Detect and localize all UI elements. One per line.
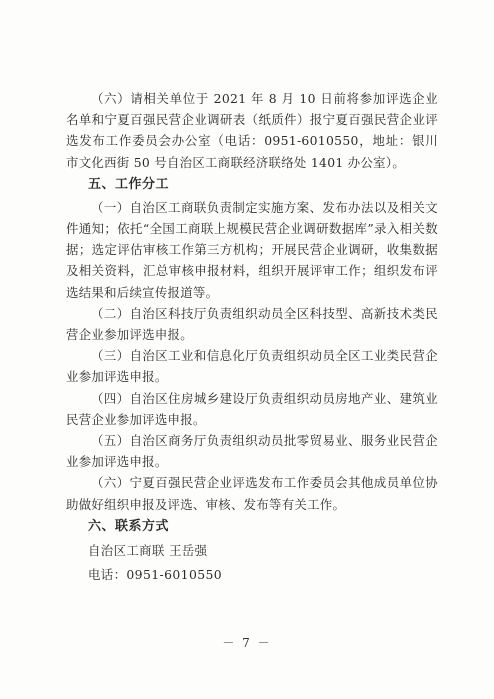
contact-organization: 自治区工商联 王岳强 <box>88 542 208 558</box>
paragraph-division-2: （二）自治区科技厅负责组织动员全区科技型、高新技术类民营企业参加评选申报。 <box>66 305 438 343</box>
page-number: － 7 － <box>222 636 272 650</box>
section-heading-division-of-work: 五、工作分工 <box>88 176 170 192</box>
paragraph-division-6: （六）宁夏百强民营企业评选发布工作委员会其他成员单位协助做好组织申报及评选、审核、发布等有关工作。 <box>66 475 438 512</box>
paragraph-division-1: （一）自治区工商联负责制定实施方案、发布办法以及相关文件通知；依托“全国工商联上规模民营企业调研数据库”录入相关数据；选定评估审核工作第三方机构；开展民营企业调研，收集数据及相关资料，汇总审核申报材料，组织开展评审工作；组织发布评选结果和后续宣传报道等。 <box>66 199 438 300</box>
document-body <box>66 88 438 587</box>
paragraph-division-4: （四）自治区住房城乡建设厅负责组织动员房地产业、建筑业民营企业参加评选申报。 <box>66 390 438 427</box>
paragraph-submission: （六）请相关单位于 2021 年 8 月 10 日前将参加评选企业名单和宁夏百强民营企业调研表（纸质件）报宁夏百强民营企业评选发布工作委员会办公室（电话：0951-6010550，地址：银川市文化西街 50 号自治区工商联经济联络处 1401 办公室）。 <box>66 91 438 170</box>
paragraph-division-3: （三）自治区工业和信息化厅负责组织动员全区工业类民营企业参加评选申报。 <box>66 348 438 385</box>
paragraph-division-5: （五）自治区商务厅负责组织动员批零贸易业、服务业民营企业参加评选申报。 <box>66 433 438 470</box>
contact-phone: 电话：0951-6010550 <box>88 566 223 582</box>
section-heading-contact: 六、联系方式 <box>88 518 170 534</box>
